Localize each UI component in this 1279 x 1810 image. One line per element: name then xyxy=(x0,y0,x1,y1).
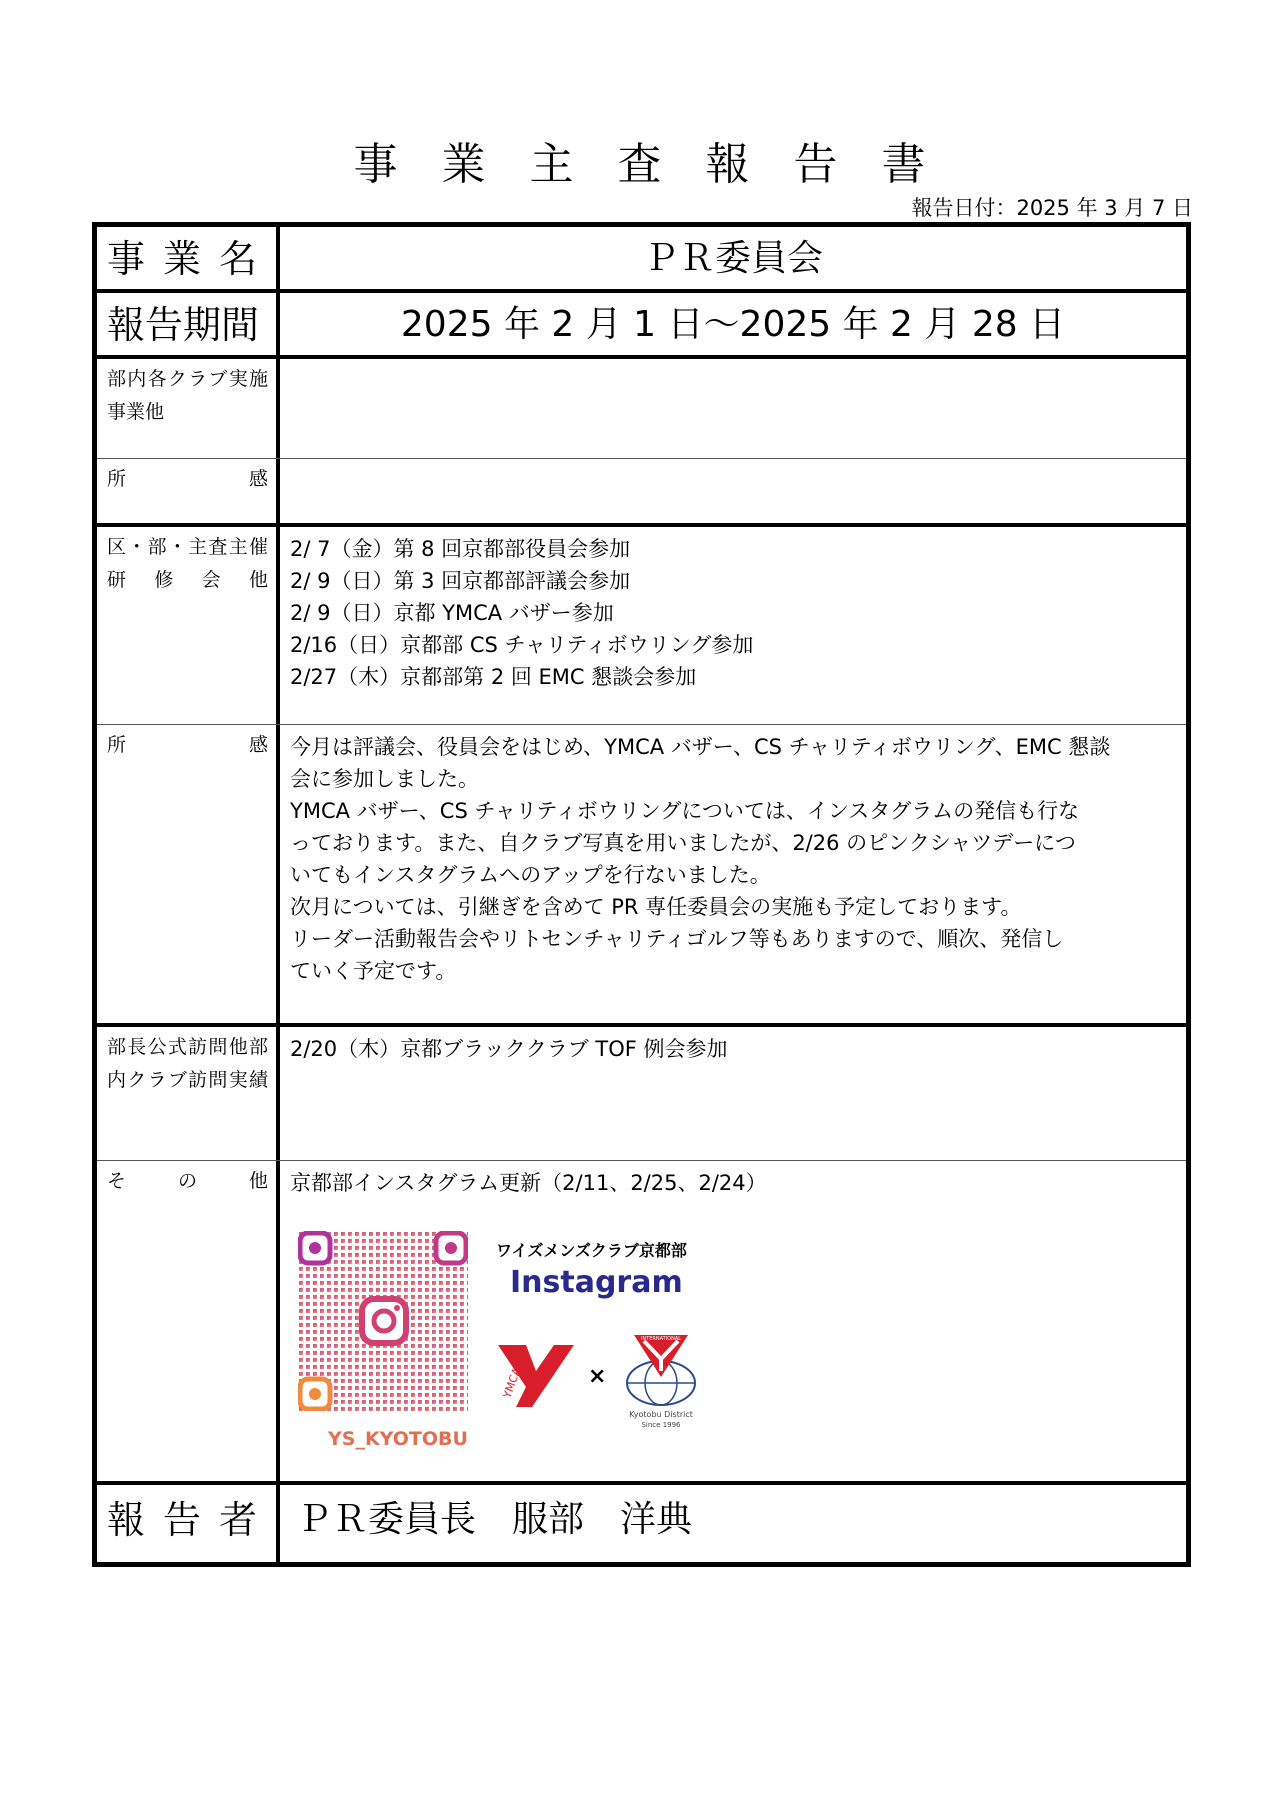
svg-text:INTERNATIONAL: INTERNATIONAL xyxy=(640,1336,682,1342)
row-reporter xyxy=(97,1485,1186,1562)
reporter-value: ＰＲ委員長 服部 洋典 xyxy=(296,1499,693,1540)
svg-text:Kyotobu District: Kyotobu District xyxy=(629,1410,693,1419)
row-club-activities xyxy=(97,359,1186,459)
text-line: 次月については、引継ぎを含めて PR 専任委員会の実施も予定しております。 xyxy=(290,895,1022,919)
row-period xyxy=(97,293,1186,359)
list-item: 2/20（木）京都ブラッククラブ TOF 例会参加 xyxy=(290,1037,728,1061)
period-value: 2025 年 2 月 1 日～2025 年 2 月 28 日 xyxy=(400,304,1066,345)
text-line: YMCA バザー、CS チャリティボウリングについては、インスタグラムの発信も行な xyxy=(290,799,1080,823)
district-events-label: 区・部・主査主催研修会他 xyxy=(97,527,280,724)
visits-label: 部長公式訪問他部内クラブ訪問実績 xyxy=(97,1027,280,1160)
qr-code-icon xyxy=(298,1231,468,1411)
period-label: 報告期間 xyxy=(97,293,280,355)
list-item: 2/27（木）京都部第 2 回 EMC 懇談会参加 xyxy=(290,665,697,689)
club-activities-label: 部内各クラブ実施事業他 xyxy=(97,359,280,458)
district-events-list xyxy=(280,527,1186,724)
report-table xyxy=(92,222,1191,1567)
list-item: 2/ 9（日）第 3 回京都部評議会参加 xyxy=(290,569,631,593)
text-line: いてもインスタグラムへのアップを行ないました。 xyxy=(290,863,771,887)
row-impression-2 xyxy=(97,725,1186,1027)
list-item: 2/16（日）京都部 CS チャリティボウリング参加 xyxy=(290,633,754,657)
list-item: 2/ 7（金）第 8 回京都部役員会参加 xyxy=(290,537,631,561)
impression-1-value xyxy=(280,459,1186,523)
list-item: 京都部インスタグラム更新（2/11、2/25、2/24） xyxy=(290,1171,767,1195)
reporter-label: 報告者 xyxy=(97,1485,280,1562)
ys-district-logo-icon xyxy=(616,1331,706,1431)
row-visits xyxy=(97,1027,1186,1161)
text-line: っております。また、自クラブ写真を用いましたが、2/26 のピンクシャツデーにつ xyxy=(290,831,1076,855)
club-activities-value xyxy=(280,359,1186,458)
text-line: 今月は評議会、役員会をはじめ、YMCA バザー、CS チャリティボウリング、EMC 懇談 xyxy=(290,735,1111,759)
business-name-label: 事業名 xyxy=(97,227,280,289)
other-label: その他 xyxy=(97,1161,280,1481)
list-item: 2/ 9（日）京都 YMCA バザー参加 xyxy=(290,601,614,625)
promo-org-name: ワイズメンズクラブ京都部 xyxy=(496,1241,687,1260)
text-line: リーダー活動報告会やリトセンチャリティゴルフ等もありますので、順次、発信し xyxy=(290,927,1064,951)
text-line: ていく予定です。 xyxy=(290,959,457,983)
other-content xyxy=(280,1161,1186,1481)
instagram-handle: YS_KYOTOBU xyxy=(328,1428,468,1450)
impression-2-label: 所感 xyxy=(97,725,280,1023)
svg-text:Since 1996: Since 1996 xyxy=(641,1421,681,1429)
svg-text:YMCA: YMCA xyxy=(500,1366,524,1401)
times-sign: × xyxy=(588,1364,607,1389)
row-impression-1 xyxy=(97,459,1186,527)
impression-1-label: 所感 xyxy=(97,459,280,523)
ymca-logo-icon xyxy=(496,1341,576,1411)
promo-platform: Instagram xyxy=(510,1265,683,1300)
row-business-name xyxy=(97,227,1186,293)
visits-list xyxy=(280,1027,1186,1160)
impression-2-text xyxy=(280,725,1186,1023)
document-title: 事業主査報告書 xyxy=(353,139,970,190)
row-district-events xyxy=(97,527,1186,725)
row-other xyxy=(97,1161,1186,1485)
business-name-value: ＰＲ委員会 xyxy=(642,238,823,279)
instagram-promo xyxy=(298,1231,748,1451)
report-date: 報告日付：2025 年 3 月 7 日 xyxy=(911,196,1193,220)
text-line: 会に参加しました。 xyxy=(290,767,479,791)
